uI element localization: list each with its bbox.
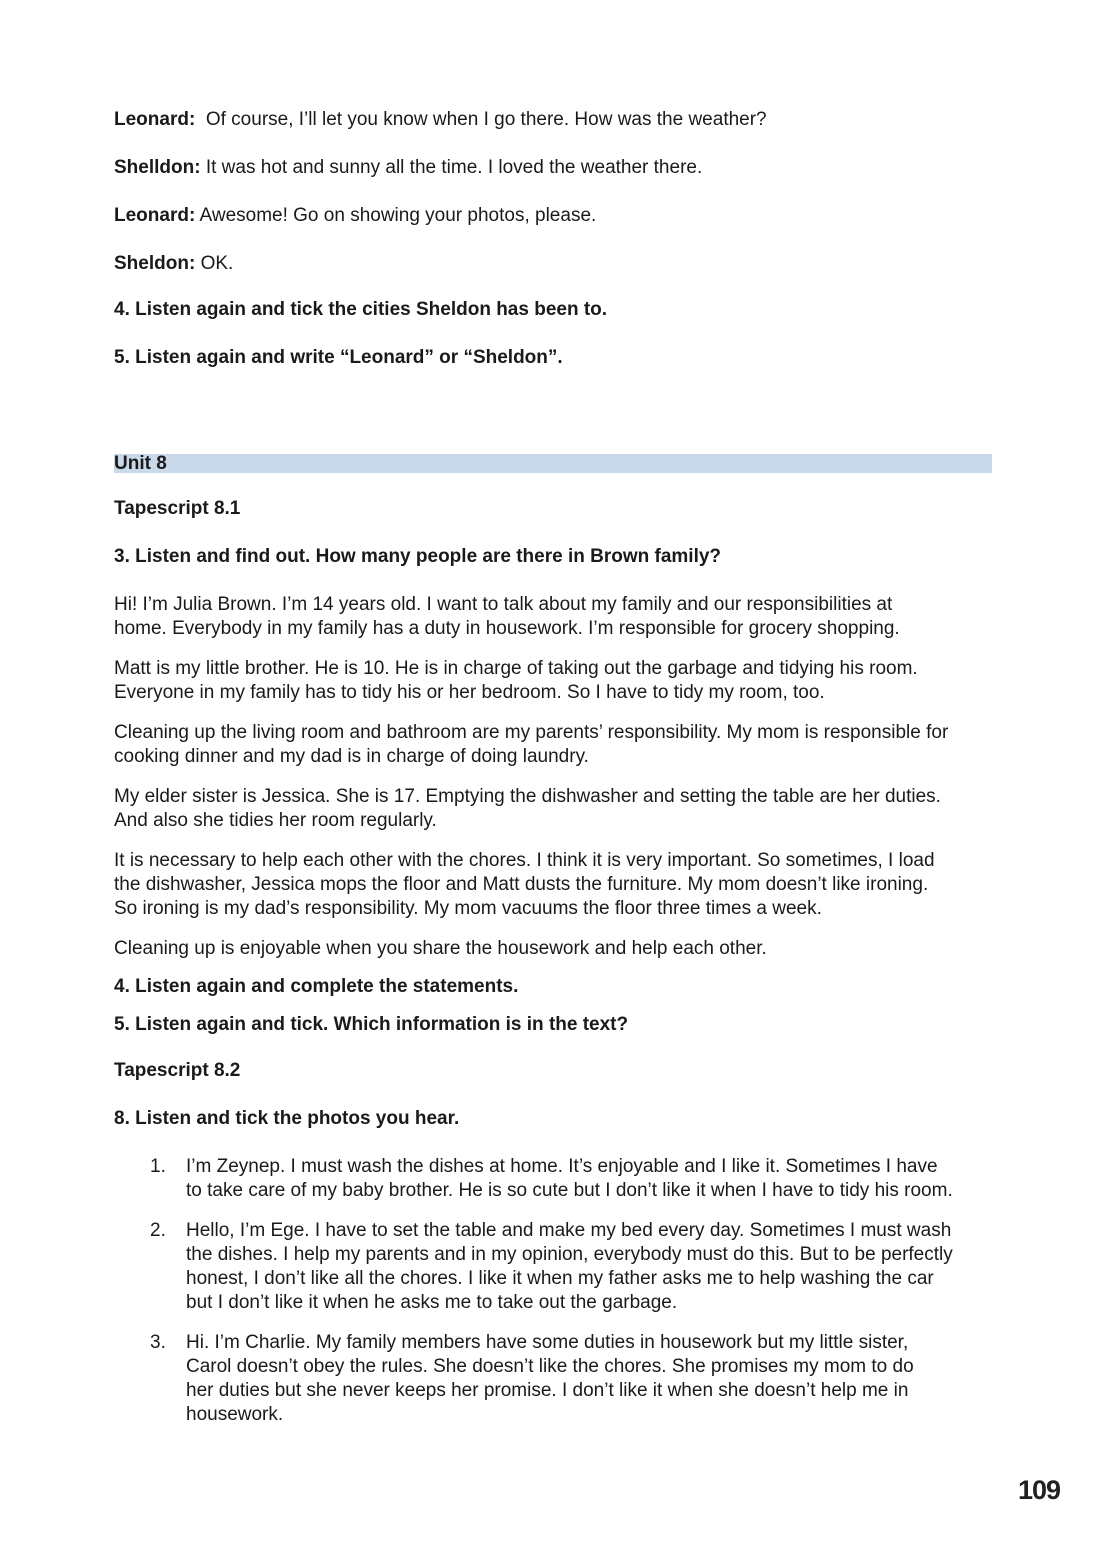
speaker-name: Sheldon: [114, 253, 196, 274]
paragraph [114, 785, 994, 833]
text-line: Cleaning up the living room and bathroom are my parents’ responsibility. My mom is responsible for [114, 722, 949, 743]
text-line: but I don’t like it when he asks me to take out the garbage. [186, 1292, 678, 1313]
dialogue-text: Of course, I’ll let you know when I go there. How was the weather? [205, 109, 767, 130]
text-line: And also she tidies her room regularly. [114, 810, 437, 831]
text-line: So ironing is my dad’s responsibility. My mom vacuums the floor three times a week. [114, 898, 822, 919]
text-line: It is necessary to help each other with the chores. I think it is very important. So sometimes, I load [114, 850, 935, 871]
text-line: Hi. I’m Charlie. My family members have some duties in housework but my little sister, [186, 1332, 909, 1353]
instruction: 4. Listen again and tick the cities Sheldon has been to. [114, 299, 608, 320]
numbered-list [114, 1155, 994, 1427]
tapescript-title: Tapescript 8.1 [114, 498, 241, 519]
paragraph [114, 593, 994, 641]
text-line: My elder sister is Jessica. She is 17. Emptying the dishwasher and setting the table are her duties. [114, 786, 941, 807]
speaker-name: Shelldon: [114, 157, 201, 178]
speaker-name: Leonard: [114, 109, 196, 130]
paragraph [114, 849, 994, 921]
dialogue-text: It was hot and sunny all the time. I loved the weather there. [205, 157, 703, 178]
dialogue-text: OK. [200, 253, 234, 274]
text-line: I’m Zeynep. I must wash the dishes at home. It’s enjoyable and I like it. Sometimes I have [186, 1156, 938, 1177]
paragraph [114, 937, 994, 961]
paragraph [114, 657, 994, 705]
text-line: honest, I don’t like all the chores. I like it when my father asks me to help washing the car [186, 1268, 934, 1289]
list-item [114, 1155, 994, 1203]
list-item [114, 1331, 994, 1427]
text-line: Everyone in my family has to tidy his or her bedroom. So I have to tidy my room, too. [114, 682, 825, 703]
task: 5. Listen again and tick. Which information is in the text? [114, 1014, 629, 1035]
list-item [114, 1219, 994, 1315]
unit-heading: Unit 8 [114, 454, 992, 473]
question: 8. Listen and tick the photos you hear. [114, 1108, 460, 1129]
question: 3. Listen and find out. How many people are there in Brown family? [114, 546, 722, 567]
instruction: 5. Listen again and write “Leonard” or “Sheldon”. [114, 347, 563, 368]
text-line: Hi! I’m Julia Brown. I’m 14 years old. I want to talk about my family and our responsibilities at [114, 594, 893, 615]
text-line: cooking dinner and my dad is in charge of doing laundry. [114, 746, 589, 767]
speaker-name: Leonard: [114, 205, 196, 226]
page-content [114, 108, 994, 1427]
item-number: 2. [150, 1220, 166, 1241]
dialogue-text: Awesome! Go on showing your photos, please. [199, 205, 597, 226]
dialogue-line [114, 156, 994, 180]
dialogue-line [114, 204, 994, 228]
text-line: Matt is my little brother. He is 10. He is in charge of taking out the garbage and tidying his room. [114, 658, 918, 679]
tapescript-title: Tapescript 8.2 [114, 1060, 241, 1081]
text-line: the dishwasher, Jessica mops the floor and Matt dusts the furniture. My mom doesn’t like ironing. [114, 874, 929, 895]
dialogue-line [114, 108, 994, 132]
text-line: housework. [186, 1404, 284, 1425]
text-line: Cleaning up is enjoyable when you share the housework and help each other. [114, 938, 767, 959]
text-line: her duties but she never keeps her promise. I don’t like it when she doesn’t help me in [186, 1380, 909, 1401]
text-line: home. Everybody in my family has a duty in housework. I’m responsible for grocery shopping. [114, 618, 900, 639]
page-number: 109 [1017, 1475, 1060, 1505]
item-number: 3. [150, 1332, 166, 1353]
text-line: Carol doesn’t obey the rules. She doesn’t like the chores. She promises my mom to do [186, 1356, 914, 1377]
text-line: the dishes. I help my parents and in my opinion, everybody must do this. But to be perfectly [186, 1244, 953, 1265]
item-number: 1. [150, 1156, 166, 1177]
text-line: Hello, I’m Ege. I have to set the table and make my bed every day. Sometimes I must wash [186, 1220, 952, 1241]
text-line: to take care of my baby brother. He is so cute but I don’t like it when I have to tidy his room. [186, 1180, 953, 1201]
paragraph [114, 721, 994, 769]
task: 4. Listen again and complete the statements. [114, 976, 519, 997]
dialogue-line [114, 252, 994, 276]
